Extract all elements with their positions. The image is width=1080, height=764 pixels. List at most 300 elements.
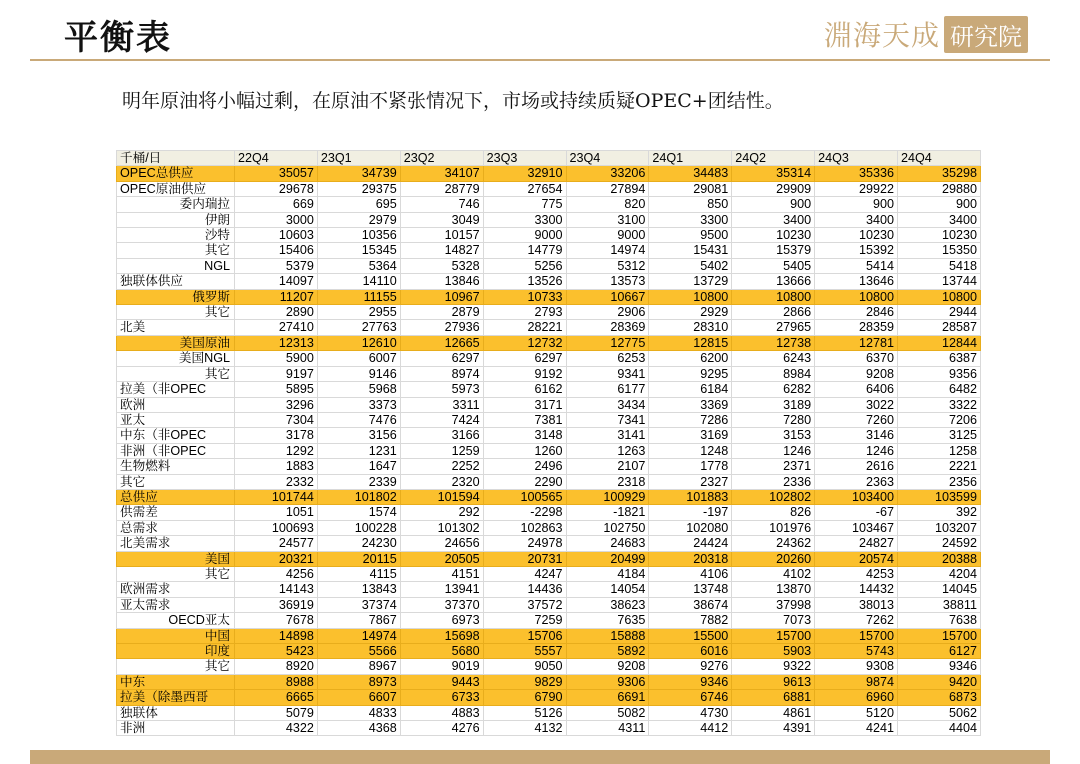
table-cell: 4311 [566, 721, 649, 736]
table-row [117, 551, 981, 566]
row-label: 中东（非OPEC [117, 428, 235, 443]
table-cell: 8920 [235, 659, 318, 674]
table-cell: 1051 [235, 505, 318, 520]
table-cell: 5973 [400, 382, 483, 397]
table-cell: 2906 [566, 305, 649, 320]
table-cell: 4883 [400, 705, 483, 720]
table-cell: 13573 [566, 274, 649, 289]
table-cell: 6406 [815, 382, 898, 397]
table-row [117, 428, 981, 443]
table-cell: 2339 [317, 474, 400, 489]
footer-bar [30, 750, 1050, 764]
table-cell: 29375 [317, 181, 400, 196]
table-cell: 3146 [815, 428, 898, 443]
table-cell: 4256 [235, 566, 318, 581]
table-cell: 3189 [732, 397, 815, 412]
table-cell: 826 [732, 505, 815, 520]
table-cell: 13843 [317, 582, 400, 597]
table-cell: 10230 [815, 228, 898, 243]
table-cell: 3373 [317, 397, 400, 412]
table-cell: 6127 [898, 644, 981, 659]
table-cell: 4204 [898, 566, 981, 581]
table-header-row [117, 151, 981, 166]
table-row [117, 659, 981, 674]
table-cell: 8974 [400, 366, 483, 381]
table-cell: 3400 [732, 212, 815, 227]
table-cell: 9192 [483, 366, 566, 381]
table-cell: 24978 [483, 536, 566, 551]
table-cell: 14045 [898, 582, 981, 597]
table-cell: 24683 [566, 536, 649, 551]
table-cell: 2252 [400, 459, 483, 474]
table-cell: 28587 [898, 320, 981, 335]
table-cell: 102802 [732, 489, 815, 504]
table-cell: 9295 [649, 366, 732, 381]
table-cell: 5120 [815, 705, 898, 720]
row-label: 生物燃料 [117, 459, 235, 474]
table-cell: 3049 [400, 212, 483, 227]
table-cell: 10603 [235, 228, 318, 243]
table-cell: 7260 [815, 412, 898, 427]
table-cell: 20321 [235, 551, 318, 566]
table-cell: 7882 [649, 613, 732, 628]
table-cell: 10967 [400, 289, 483, 304]
table-cell: 2944 [898, 305, 981, 320]
table-cell: 13744 [898, 274, 981, 289]
table-cell: 29678 [235, 181, 318, 196]
table-cell: 4115 [317, 566, 400, 581]
table-cell: 102863 [483, 520, 566, 535]
table-cell: 20505 [400, 551, 483, 566]
table-cell: 27763 [317, 320, 400, 335]
table-cell: 15700 [732, 628, 815, 643]
row-label: 非洲（非OPEC [117, 443, 235, 458]
table-cell: 5414 [815, 258, 898, 273]
table-cell: 1259 [400, 443, 483, 458]
table-row [117, 474, 981, 489]
table-cell: 5402 [649, 258, 732, 273]
table-cell: 9050 [483, 659, 566, 674]
table-cell: 24592 [898, 536, 981, 551]
table-cell: 5566 [317, 644, 400, 659]
table-cell: 6665 [235, 690, 318, 705]
table-cell: 3171 [483, 397, 566, 412]
table-row [117, 443, 981, 458]
table-cell: 27410 [235, 320, 318, 335]
table-cell: 15431 [649, 243, 732, 258]
table-cell: 5680 [400, 644, 483, 659]
table-cell: 13646 [815, 274, 898, 289]
table-cell: 2955 [317, 305, 400, 320]
table-cell: 100693 [235, 520, 318, 535]
table-cell: 5968 [317, 382, 400, 397]
table-cell: 9346 [898, 659, 981, 674]
table-cell: 27894 [566, 181, 649, 196]
table-cell: 14436 [483, 582, 566, 597]
table-cell: 6200 [649, 351, 732, 366]
table-cell: 4404 [898, 721, 981, 736]
table-cell: 11155 [317, 289, 400, 304]
table-cell: 13526 [483, 274, 566, 289]
table-cell: 5379 [235, 258, 318, 273]
table-row [117, 566, 981, 581]
table-cell: 34739 [317, 166, 400, 181]
table-cell: 900 [898, 197, 981, 212]
table-cell: 15706 [483, 628, 566, 643]
table-cell: 29081 [649, 181, 732, 196]
table-cell: 6282 [732, 382, 815, 397]
table-cell: 9341 [566, 366, 649, 381]
table-cell: 100565 [483, 489, 566, 504]
table-cell: 3311 [400, 397, 483, 412]
table-cell: 7073 [732, 613, 815, 628]
brand-logo-text: 淵海天成 [823, 19, 940, 52]
table-cell: 14974 [566, 243, 649, 258]
table-cell: 6607 [317, 690, 400, 705]
row-label: 俄罗斯 [117, 289, 235, 304]
table-cell: 292 [400, 505, 483, 520]
page-title: 平衡表 [64, 18, 172, 58]
table-cell: 1263 [566, 443, 649, 458]
table-cell: 14974 [317, 628, 400, 643]
table-row [117, 366, 981, 381]
brand-logo [824, 14, 1028, 54]
table-cell: 5557 [483, 644, 566, 659]
table-cell: 15700 [815, 628, 898, 643]
table-cell: 10800 [732, 289, 815, 304]
table-cell: 6297 [483, 351, 566, 366]
table-cell: 6016 [649, 644, 732, 659]
table-cell: 7638 [898, 613, 981, 628]
column-header: 24Q4 [898, 151, 981, 166]
table-cell: 38674 [649, 597, 732, 612]
table-cell: 13941 [400, 582, 483, 597]
table-cell: 5079 [235, 705, 318, 720]
table-cell: -1821 [566, 505, 649, 520]
table-cell: 28221 [483, 320, 566, 335]
table-cell: 10800 [898, 289, 981, 304]
table-row [117, 351, 981, 366]
table-cell: 4106 [649, 566, 732, 581]
table-cell: 6162 [483, 382, 566, 397]
table-cell: 900 [815, 197, 898, 212]
table-cell: 4151 [400, 566, 483, 581]
table-cell: 9613 [732, 674, 815, 689]
row-label: 其它 [117, 566, 235, 581]
column-header: 23Q1 [317, 151, 400, 166]
table-cell: 9208 [566, 659, 649, 674]
table-cell: 6746 [649, 690, 732, 705]
table-cell: 3022 [815, 397, 898, 412]
table-cell: 2890 [235, 305, 318, 320]
table-cell: 9306 [566, 674, 649, 689]
table-cell: 12815 [649, 335, 732, 350]
table-cell: 24577 [235, 536, 318, 551]
table-cell: 1246 [732, 443, 815, 458]
column-header: 22Q4 [235, 151, 318, 166]
table-cell: 15698 [400, 628, 483, 643]
table-cell: 4241 [815, 721, 898, 736]
row-label: 中东 [117, 674, 235, 689]
table-cell: 7381 [483, 412, 566, 427]
table-cell: 12738 [732, 335, 815, 350]
row-label: 其它 [117, 659, 235, 674]
row-label: 独联体供应 [117, 274, 235, 289]
table-row [117, 181, 981, 196]
table-cell: 100929 [566, 489, 649, 504]
table-cell: 38013 [815, 597, 898, 612]
table-row [117, 690, 981, 705]
table-cell: 3322 [898, 397, 981, 412]
table-cell: 1292 [235, 443, 318, 458]
table-cell: 1231 [317, 443, 400, 458]
table-cell: 28310 [649, 320, 732, 335]
table-cell: 392 [898, 505, 981, 520]
table-cell: 4247 [483, 566, 566, 581]
table-row [117, 644, 981, 659]
table-row [117, 228, 981, 243]
table-cell: 2496 [483, 459, 566, 474]
table-cell: 695 [317, 197, 400, 212]
table-cell: 10230 [898, 228, 981, 243]
table-cell: 36919 [235, 597, 318, 612]
column-header: 24Q2 [732, 151, 815, 166]
table-cell: 15379 [732, 243, 815, 258]
table-cell: 2866 [732, 305, 815, 320]
table-cell: 4253 [815, 566, 898, 581]
table-cell: 101744 [235, 489, 318, 504]
table-cell: 3300 [649, 212, 732, 227]
row-label: NGL [117, 258, 235, 273]
header-divider [30, 59, 1050, 61]
row-label: 委内瑞拉 [117, 197, 235, 212]
table-cell: 6960 [815, 690, 898, 705]
table-cell: 4132 [483, 721, 566, 736]
table-cell: 15700 [898, 628, 981, 643]
table-row [117, 705, 981, 720]
table-cell: 10733 [483, 289, 566, 304]
table-cell: 9146 [317, 366, 400, 381]
table-cell: 37998 [732, 597, 815, 612]
page-subtitle: 明年原油将小幅过剩，在原油不紧张情况下，市场或持续质疑OPEC+团结性。 [122, 90, 784, 112]
row-label: 非洲 [117, 721, 235, 736]
table-cell: 4412 [649, 721, 732, 736]
column-header: 24Q1 [649, 151, 732, 166]
table-row [117, 520, 981, 535]
column-header: 23Q2 [400, 151, 483, 166]
table-cell: 1248 [649, 443, 732, 458]
table-cell: 24656 [400, 536, 483, 551]
table-row [117, 197, 981, 212]
table-cell: 7259 [483, 613, 566, 628]
table-cell: 6184 [649, 382, 732, 397]
table-cell: 2356 [898, 474, 981, 489]
table-cell: 1246 [815, 443, 898, 458]
table-cell: 3169 [649, 428, 732, 443]
table-cell: 9276 [649, 659, 732, 674]
table-cell: 3148 [483, 428, 566, 443]
table-cell: 12781 [815, 335, 898, 350]
table-cell: 5405 [732, 258, 815, 273]
table-row [117, 320, 981, 335]
table-cell: 4730 [649, 705, 732, 720]
table-cell: 29880 [898, 181, 981, 196]
table-cell: 6482 [898, 382, 981, 397]
table-cell: 9308 [815, 659, 898, 674]
table-cell: 10667 [566, 289, 649, 304]
table-cell: 9874 [815, 674, 898, 689]
table-cell: 24362 [732, 536, 815, 551]
table-cell: 101883 [649, 489, 732, 504]
table-cell: 7280 [732, 412, 815, 427]
table-cell: 12313 [235, 335, 318, 350]
table-cell: 5312 [566, 258, 649, 273]
table-cell: 2221 [898, 459, 981, 474]
table-cell: 9322 [732, 659, 815, 674]
table-cell: 5418 [898, 258, 981, 273]
table-row [117, 489, 981, 504]
table-row [117, 258, 981, 273]
row-label: 北美 [117, 320, 235, 335]
table-cell: 14827 [400, 243, 483, 258]
table-row [117, 505, 981, 520]
table-cell: 10356 [317, 228, 400, 243]
table-cell: 4833 [317, 705, 400, 720]
table-cell: 6881 [732, 690, 815, 705]
table-cell: 7304 [235, 412, 318, 427]
table-cell: 746 [400, 197, 483, 212]
table-cell: 10800 [649, 289, 732, 304]
row-label: 拉美（除墨西哥 [117, 690, 235, 705]
table-cell: 2793 [483, 305, 566, 320]
row-label: 北美需求 [117, 536, 235, 551]
table-cell: 7286 [649, 412, 732, 427]
table-cell: 9197 [235, 366, 318, 381]
table-cell: 28779 [400, 181, 483, 196]
table-cell: 2929 [649, 305, 732, 320]
table-cell: 14779 [483, 243, 566, 258]
table-cell: 14898 [235, 628, 318, 643]
table-cell: 1778 [649, 459, 732, 474]
table-cell: 2332 [235, 474, 318, 489]
row-label: 供需差 [117, 505, 235, 520]
table-cell: 103400 [815, 489, 898, 504]
row-label: OPEC原油供应 [117, 181, 235, 196]
row-label: 美国原油 [117, 335, 235, 350]
table-cell: 9000 [483, 228, 566, 243]
table-row [117, 305, 981, 320]
row-label: 印度 [117, 644, 235, 659]
table-row [117, 613, 981, 628]
unit-header: 千桶/日 [117, 151, 235, 166]
column-header: 23Q4 [566, 151, 649, 166]
column-header: 23Q3 [483, 151, 566, 166]
table-cell: 28359 [815, 320, 898, 335]
table-cell: 1647 [317, 459, 400, 474]
table-cell: 101594 [400, 489, 483, 504]
table-cell: 3100 [566, 212, 649, 227]
table-cell: 3166 [400, 428, 483, 443]
table-cell: 3400 [815, 212, 898, 227]
row-label: 美国NGL [117, 351, 235, 366]
row-label: 其它 [117, 474, 235, 489]
table-body [117, 166, 981, 736]
table-cell: 14110 [317, 274, 400, 289]
table-cell: 900 [732, 197, 815, 212]
table-cell: 1883 [235, 459, 318, 474]
table-cell: 3141 [566, 428, 649, 443]
table-cell: 14432 [815, 582, 898, 597]
table-cell: 15392 [815, 243, 898, 258]
table-cell: 20499 [566, 551, 649, 566]
table-cell: 1258 [898, 443, 981, 458]
table-cell: 2879 [400, 305, 483, 320]
row-label: OPEC总供应 [117, 166, 235, 181]
table-cell: 101976 [732, 520, 815, 535]
table-cell: 3434 [566, 397, 649, 412]
table-cell: 12610 [317, 335, 400, 350]
table-cell: 35298 [898, 166, 981, 181]
table-cell: 6253 [566, 351, 649, 366]
table-cell: 6691 [566, 690, 649, 705]
table-row [117, 274, 981, 289]
table-cell: 27965 [732, 320, 815, 335]
table-cell: 11207 [235, 289, 318, 304]
table-cell: 3125 [898, 428, 981, 443]
table-cell: 3369 [649, 397, 732, 412]
table-cell: 4368 [317, 721, 400, 736]
table-cell: 13748 [649, 582, 732, 597]
table-cell: 5900 [235, 351, 318, 366]
table-cell: 102080 [649, 520, 732, 535]
table-cell: 15500 [649, 628, 732, 643]
row-label: 中国 [117, 628, 235, 643]
table-cell: 15345 [317, 243, 400, 258]
table-cell: 3153 [732, 428, 815, 443]
table-row [117, 721, 981, 736]
table-cell: 27936 [400, 320, 483, 335]
table-cell: 7678 [235, 613, 318, 628]
table-cell: 2616 [815, 459, 898, 474]
table-cell: 35336 [815, 166, 898, 181]
table-cell: 3300 [483, 212, 566, 227]
table-cell: 8988 [235, 674, 318, 689]
table-cell: 4861 [732, 705, 815, 720]
table-cell: 10230 [732, 228, 815, 243]
table-cell: 669 [235, 197, 318, 212]
table-cell: 2327 [649, 474, 732, 489]
table-cell: 2363 [815, 474, 898, 489]
table-cell: 9019 [400, 659, 483, 674]
table-cell: 101802 [317, 489, 400, 504]
table-cell: 3000 [235, 212, 318, 227]
table-cell: 7206 [898, 412, 981, 427]
table-cell: 7424 [400, 412, 483, 427]
table-cell: 101302 [400, 520, 483, 535]
table-cell: 38623 [566, 597, 649, 612]
table-cell: 2846 [815, 305, 898, 320]
table-cell: 35057 [235, 166, 318, 181]
row-label: 其它 [117, 366, 235, 381]
table-cell: 15888 [566, 628, 649, 643]
table-cell: 1574 [317, 505, 400, 520]
table-cell: 14097 [235, 274, 318, 289]
table-cell: 103467 [815, 520, 898, 535]
table-cell: 2318 [566, 474, 649, 489]
table-row [117, 289, 981, 304]
column-header: 24Q3 [815, 151, 898, 166]
table-cell: 13729 [649, 274, 732, 289]
